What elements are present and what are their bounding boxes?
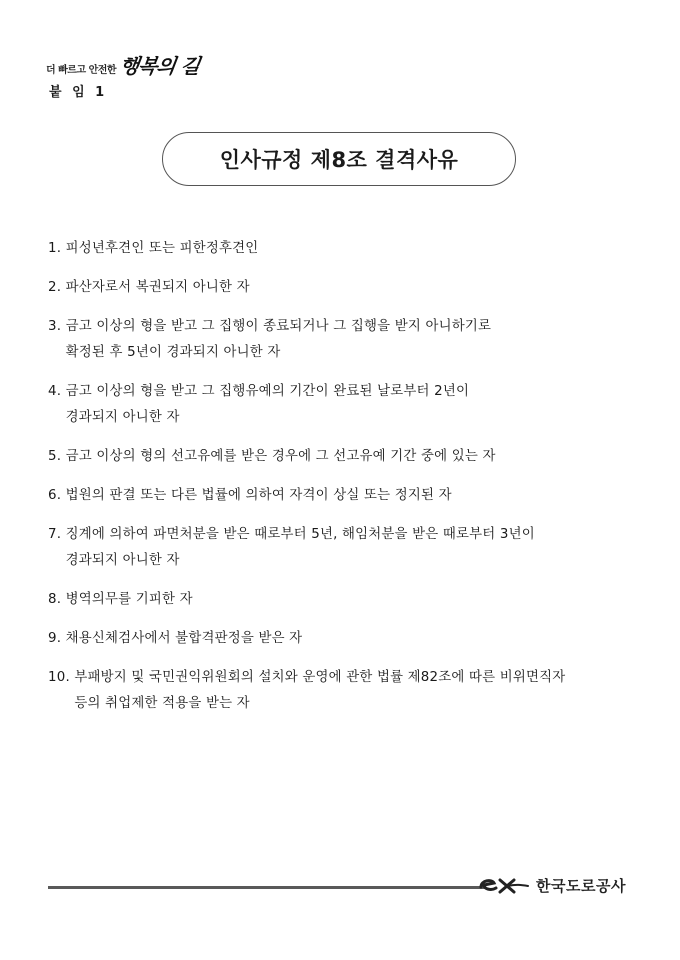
item-text: 금고 이상의 형을 받고 그 집행이 종료되거나 그 집행을 받지 아니하기로 확정된 후 5년이 경과되지 아니한 자	[65, 319, 492, 360]
item-number: 5.	[48, 449, 66, 464]
slogan-text: 더 빠르고 안전한	[46, 65, 117, 76]
item-number: 1.	[48, 241, 66, 256]
list-item	[48, 236, 648, 262]
item-number: 4.	[48, 384, 66, 399]
item-number: 7.	[48, 527, 66, 542]
item-text: 병역의무를 기피한 자	[65, 592, 193, 607]
item-number: 6.	[48, 488, 66, 503]
list-item	[48, 444, 648, 470]
org-name: 한국도로공사	[536, 876, 626, 895]
list-item	[48, 587, 648, 613]
list-item	[48, 522, 648, 574]
slogan	[46, 50, 199, 79]
item-text: 피성년후견인 또는 피한정후견인	[65, 241, 259, 256]
item-text: 부패방지 및 국민권익위원회의 설치와 운영에 관한 법률 제82조에 따른 비위면직자 등의 취업제한 적용을 받는 자	[74, 670, 566, 711]
attachment-label: 붙 임 1	[49, 85, 108, 100]
ex-logo-icon	[478, 874, 530, 896]
item-number: 10.	[48, 670, 75, 685]
list-item	[48, 665, 648, 717]
list-item	[48, 275, 648, 301]
item-text: 금고 이상의 형의 선고유예를 받은 경우에 그 선고유예 기간 중에 있는 자	[65, 449, 496, 464]
item-number: 9.	[48, 631, 66, 646]
item-text: 법원의 판결 또는 다른 법률에 의하여 자격이 상실 또는 정지된 자	[65, 488, 452, 503]
disqualification-list	[48, 236, 648, 730]
item-number: 2.	[48, 280, 66, 295]
item-text: 징계에 의하여 파면처분을 받은 때로부터 5년, 해임처분을 받은 때로부터 3년이 경과되지 아니한 자	[65, 527, 535, 568]
item-text: 채용신체검사에서 불합격판정을 받은 자	[65, 631, 303, 646]
list-item	[48, 626, 648, 652]
item-text: 파산자로서 복권되지 아니한 자	[65, 280, 250, 295]
title-box	[162, 132, 516, 186]
item-number: 3.	[48, 319, 66, 334]
page-title: 인사규정 제8조 결격사유	[219, 148, 459, 172]
list-item	[48, 379, 648, 431]
list-item	[48, 314, 648, 366]
item-number: 8.	[48, 592, 66, 607]
slogan-script-logo: 행복의 길	[118, 54, 201, 78]
list-item	[48, 483, 648, 509]
footer-logo	[478, 874, 626, 896]
item-text: 금고 이상의 형을 받고 그 집행유예의 기간이 완료된 날로부터 2년이 경과되지 아니한 자	[65, 384, 470, 425]
footer-divider	[48, 886, 486, 889]
